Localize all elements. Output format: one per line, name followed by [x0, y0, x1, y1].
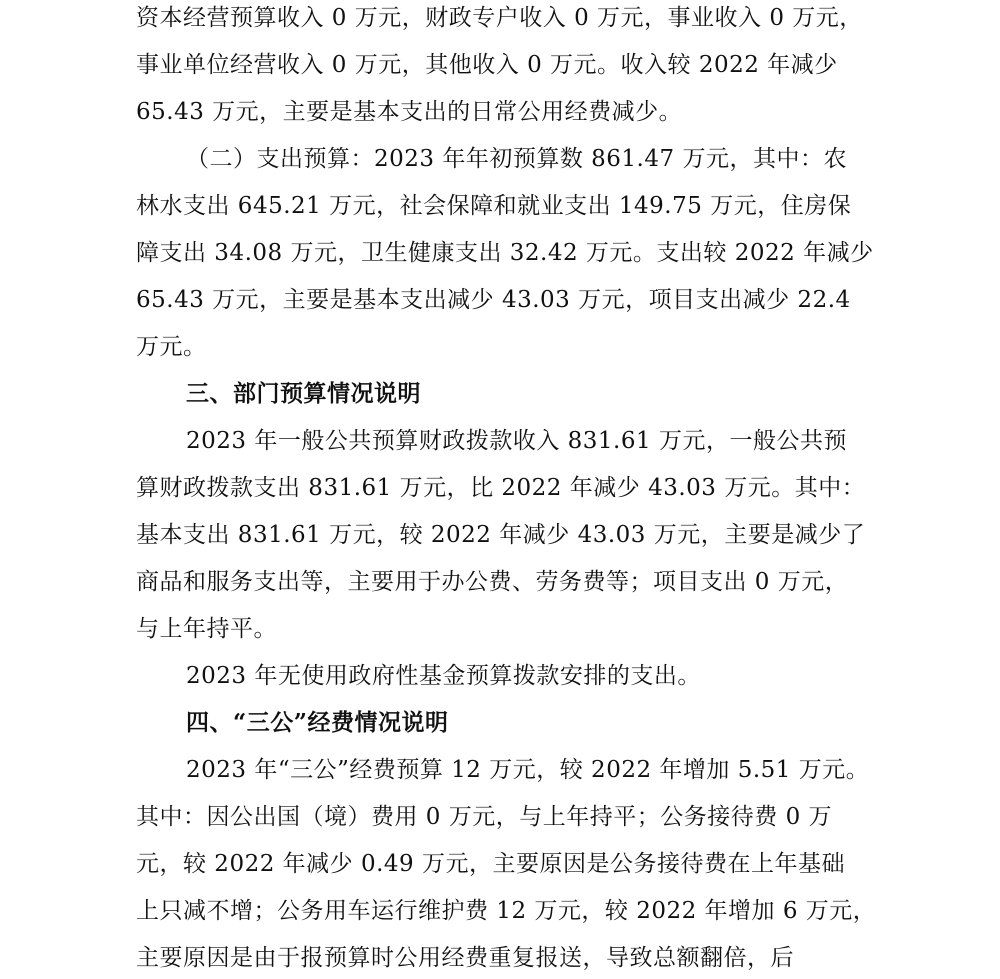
- section-heading-department-budget: 三、部门预算情况说明: [186, 380, 421, 407]
- text-line-10: 2023 年一般公共预算财政拨款收入 831.61 万元，一般公共预: [186, 428, 847, 454]
- section-heading-three-public-expenses: 四、“三公”经费情况说明: [186, 709, 449, 736]
- text-line-11: 算财政拨款支出 831.61 万元，比 2022 年减少 43.03 万元。其中：: [136, 475, 866, 501]
- text-line-8: 万元。: [136, 334, 207, 360]
- text-line-5: 林水支出 645.21 万元，社会保障和就业支出 149.75 万元，住房保: [136, 193, 852, 219]
- text-line-6: 障支出 34.08 万元，卫生健康支出 32.42 万元。支出较 2022 年减少: [136, 240, 874, 266]
- text-line-7: 65.43 万元，主要是基本支出减少 43.03 万元，项目支出减少 22.4: [136, 287, 851, 313]
- text-line-19: 元，较 2022 年减少 0.49 万元，主要原因是公务接待费在上年基础: [136, 851, 845, 877]
- section-expenditure-paragraph: （二）支出预算：2023 年年初预算数 861.47 万元，其中：农: [186, 146, 847, 172]
- text-line-2: 事业单位经营收入 0 万元，其他收入 0 万元。收入较 2022 年减少: [136, 52, 838, 78]
- text-line-20: 上只减不增；公务用车运行维护费 12 万元，较 2022 年增加 6 万元，: [136, 898, 877, 924]
- text-line-15: 2023 年无使用政府性基金预算拨款安排的支出。: [186, 663, 701, 689]
- text-line-17: 2023 年“三公”经费预算 12 万元，较 2022 年增加 5.51 万元。: [186, 757, 870, 783]
- text-line-21: 主要原因是由于报预算时公用经费重复报送，导致总额翻倍，后: [136, 945, 794, 971]
- text-line-14: 与上年持平。: [136, 616, 277, 642]
- text-line-12: 基本支出 831.61 万元，较 2022 年减少 43.03 万元，主要是减少了: [136, 522, 866, 548]
- text-line-18: 其中：因公出国（境）费用 0 万元，与上年持平；公务接待费 0 万: [136, 804, 833, 830]
- text-line-1: 资本经营预算收入 0 万元，财政专户收入 0 万元，事业收入 0 万元，: [136, 5, 863, 31]
- text-line-13: 商品和服务支出等，主要用于办公费、劳务费等；项目支出 0 万元，: [136, 569, 849, 595]
- text-line-3: 65.43 万元，主要是基本支出的日常公用经费减少。: [136, 99, 683, 125]
